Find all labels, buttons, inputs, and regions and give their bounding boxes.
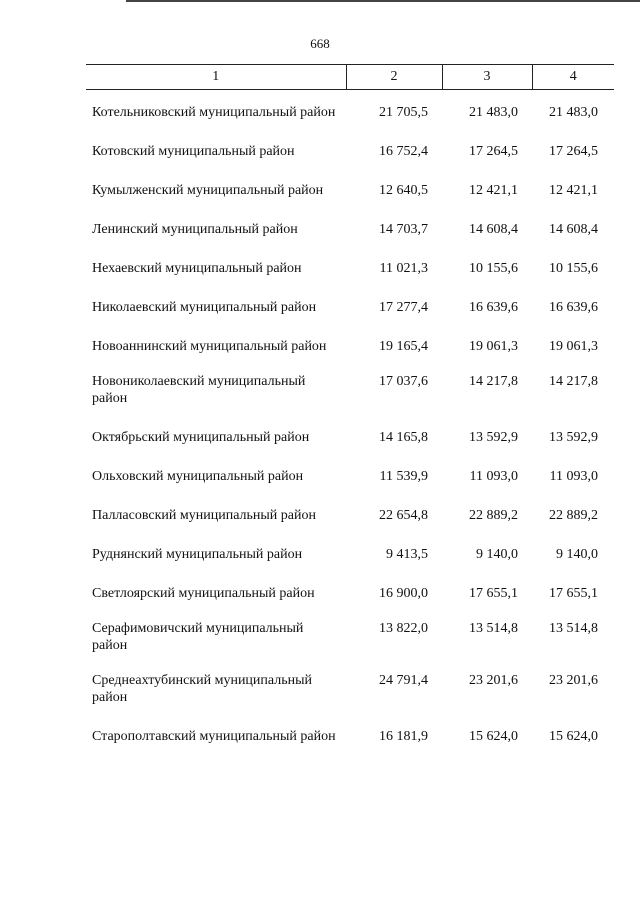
value-col2-cell: 13 822,0 [379, 621, 428, 636]
table-row [86, 620, 614, 654]
value-col4-cell: 13 592,9 [549, 430, 598, 445]
row-spacer [86, 277, 614, 299]
row-spacer [86, 90, 614, 105]
district-name-cell: Среднеахтубинский муниципальный район [92, 673, 313, 705]
row-spacer [86, 654, 614, 672]
table-row [86, 182, 614, 199]
row-spacer-cell [86, 602, 614, 620]
row-spacer [86, 238, 614, 260]
table-row [86, 338, 614, 355]
value-col2-cell: 17 277,4 [379, 300, 428, 315]
row-spacer [86, 446, 614, 468]
row-spacer [86, 355, 614, 373]
value-col2-cell: 17 037,6 [379, 374, 428, 389]
table-row [86, 299, 614, 316]
row-spacer [86, 199, 614, 221]
value-col4-cell: 14 608,4 [549, 222, 598, 237]
value-col2-cell: 16 900,0 [379, 586, 428, 601]
row-spacer [86, 524, 614, 546]
row-spacer-cell [86, 355, 614, 373]
row-spacer-cell [86, 563, 614, 585]
value-col2-cell: 11 539,9 [379, 469, 428, 484]
value-col3-cell: 9 140,0 [476, 547, 518, 562]
data-table [86, 64, 614, 745]
row-spacer-cell [86, 160, 614, 182]
page-number: 668 [310, 36, 330, 51]
value-col2-cell: 11 021,3 [379, 261, 428, 276]
district-name-cell: Котовский муниципальный район [92, 144, 295, 159]
value-col4-cell: 19 061,3 [549, 339, 598, 354]
value-col3-cell: 15 624,0 [469, 729, 518, 744]
row-spacer-cell [86, 238, 614, 260]
value-col3-cell: 13 592,9 [469, 430, 518, 445]
row-spacer-cell [86, 706, 614, 728]
value-col4-cell: 14 217,8 [549, 374, 598, 389]
table-body [86, 90, 614, 746]
value-col2-cell: 24 791,4 [379, 673, 428, 688]
row-spacer-cell [86, 446, 614, 468]
value-col3-cell: 13 514,8 [469, 621, 518, 636]
district-name-cell: Палласовский муниципальный район [92, 508, 316, 523]
row-spacer [86, 121, 614, 143]
district-name-cell: Светлоярский муниципальный район [92, 586, 315, 601]
value-col2-cell: 22 654,8 [379, 508, 428, 523]
value-col2-cell: 19 165,4 [379, 339, 428, 354]
column-header-4: 4 [532, 65, 614, 90]
row-spacer [86, 407, 614, 429]
district-name-cell: Старополтавский муниципальный район [92, 729, 336, 744]
value-col2-cell: 16 181,9 [379, 729, 428, 744]
value-col4-cell: 23 201,6 [549, 673, 598, 688]
value-col3-cell: 11 093,0 [469, 469, 518, 484]
value-col3-cell: 21 483,0 [469, 105, 518, 120]
row-spacer-cell [86, 121, 614, 143]
value-col4-cell: 21 483,0 [549, 105, 598, 120]
table-header-row [86, 65, 614, 90]
value-col3-cell: 10 155,6 [469, 261, 518, 276]
value-col2-cell: 14 703,7 [379, 222, 428, 237]
column-header-3: 3 [442, 65, 532, 90]
row-spacer-cell [86, 407, 614, 429]
top-rule [126, 0, 640, 2]
table-row [86, 429, 614, 446]
value-col4-cell: 12 421,1 [549, 183, 598, 198]
row-spacer-cell [86, 90, 614, 105]
value-col3-cell: 17 655,1 [469, 586, 518, 601]
column-header-2: 2 [346, 65, 442, 90]
district-name-cell: Серафимовичский муниципальный район [92, 621, 304, 653]
table-row [86, 143, 614, 160]
value-col4-cell: 17 655,1 [549, 586, 598, 601]
district-name-cell: Ольховский муниципальный район [92, 469, 304, 484]
table-row [86, 373, 614, 407]
district-name-cell: Новониколаевский муниципальный район [92, 374, 306, 406]
value-col3-cell: 14 217,8 [469, 374, 518, 389]
table-row [86, 260, 614, 277]
row-spacer-cell [86, 524, 614, 546]
value-col4-cell: 15 624,0 [549, 729, 598, 744]
value-col3-cell: 14 608,4 [469, 222, 518, 237]
row-spacer [86, 485, 614, 507]
value-col2-cell: 16 752,4 [379, 144, 428, 159]
row-spacer-cell [86, 316, 614, 338]
value-col3-cell: 23 201,6 [469, 673, 518, 688]
value-col2-cell: 9 413,5 [386, 547, 428, 562]
row-spacer [86, 706, 614, 728]
value-col3-cell: 12 421,1 [469, 183, 518, 198]
row-spacer [86, 563, 614, 585]
district-name-cell: Октябрьский муниципальный район [92, 430, 310, 445]
value-col4-cell: 17 264,5 [549, 144, 598, 159]
district-name-cell: Новоаннинский муниципальный район [92, 339, 327, 354]
value-col3-cell: 22 889,2 [469, 508, 518, 523]
value-col4-cell: 16 639,6 [549, 300, 598, 315]
value-col3-cell: 17 264,5 [469, 144, 518, 159]
table-row [86, 468, 614, 485]
table-row [86, 221, 614, 238]
district-name-cell: Руднянский муниципальный район [92, 547, 303, 562]
table-row [86, 728, 614, 745]
district-name-cell: Нехаевский муниципальный район [92, 261, 302, 276]
value-col3-cell: 19 061,3 [469, 339, 518, 354]
row-spacer-cell [86, 199, 614, 221]
row-spacer [86, 602, 614, 620]
value-col4-cell: 10 155,6 [549, 261, 598, 276]
district-name-cell: Котельниковский муниципальный район [92, 105, 336, 120]
value-col4-cell: 22 889,2 [549, 508, 598, 523]
value-col2-cell: 14 165,8 [379, 430, 428, 445]
table-row [86, 585, 614, 602]
row-spacer [86, 316, 614, 338]
row-spacer [86, 160, 614, 182]
table-row [86, 672, 614, 706]
district-name-cell: Кумылженский муниципальный район [92, 183, 324, 198]
value-col4-cell: 13 514,8 [549, 621, 598, 636]
table-row [86, 507, 614, 524]
value-col4-cell: 9 140,0 [556, 547, 598, 562]
row-spacer-cell [86, 277, 614, 299]
district-name-cell: Ленинский муниципальный район [92, 222, 298, 237]
value-col4-cell: 11 093,0 [549, 469, 598, 484]
value-col3-cell: 16 639,6 [469, 300, 518, 315]
value-col2-cell: 21 705,5 [379, 105, 428, 120]
value-col2-cell: 12 640,5 [379, 183, 428, 198]
column-header-1: 1 [86, 65, 346, 90]
table-row [86, 104, 614, 121]
district-name-cell: Николаевский муниципальный район [92, 300, 317, 315]
table-row [86, 546, 614, 563]
row-spacer-cell [86, 654, 614, 672]
row-spacer-cell [86, 485, 614, 507]
